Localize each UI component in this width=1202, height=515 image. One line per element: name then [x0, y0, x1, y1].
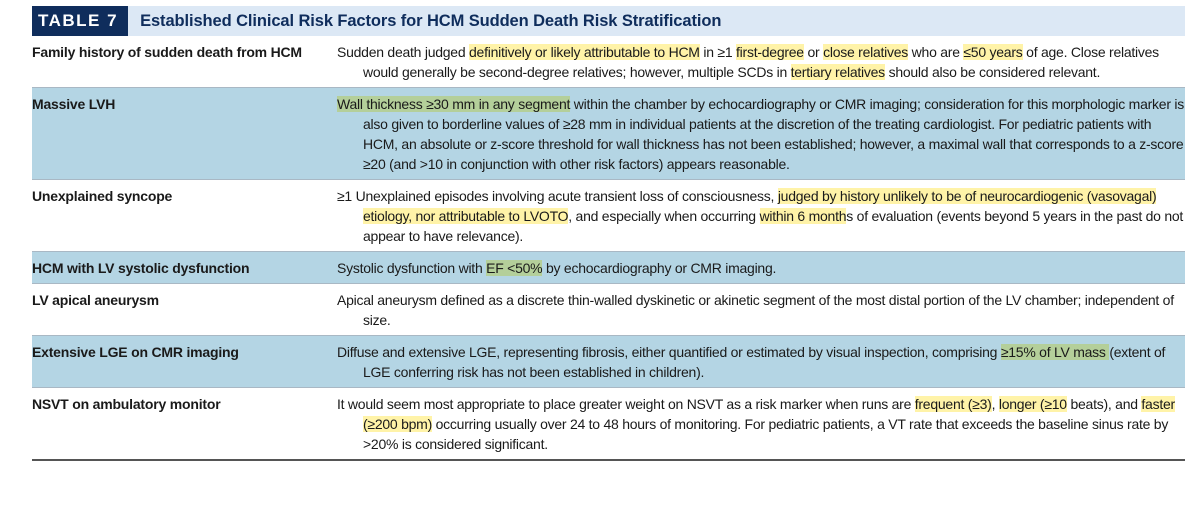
risk-factor-description — [337, 290, 1185, 330]
risk-factor-name: LV apical aneurysm — [32, 292, 159, 308]
highlighted-text: ≥15% of LV mass — [1000, 344, 1110, 360]
table-row — [32, 88, 1185, 180]
table-row — [32, 36, 1185, 88]
highlighted-text: Wall thickness ≥30 mm in any segment — [337, 96, 571, 112]
table-header — [32, 6, 1185, 36]
table-row — [32, 284, 1185, 336]
risk-factor-name: Unexplained syncope — [32, 188, 173, 204]
risk-factors-table — [32, 6, 1185, 461]
table-row — [32, 180, 1185, 252]
table-title: Established Clinical Risk Factors for HCM Sudden Death Risk Stratification — [140, 11, 722, 30]
highlighted-text: judged by history unlikely to be of neurocardiogenic (vasovagal) etiology, nor attributable to LVOTO — [363, 188, 1157, 224]
text-segment: , and especially when occurring — [568, 208, 760, 224]
highlighted-text: longer (≥10 — [998, 396, 1067, 412]
risk-factor-name: HCM with LV systolic dysfunction — [32, 260, 250, 276]
text-segment: in ≥1 — [699, 44, 737, 60]
text-segment: of age. Close relatives would generally be second-degree relatives; however, multiple SCDs in — [363, 44, 1159, 80]
table-row — [32, 388, 1185, 461]
risk-factor-description — [337, 186, 1185, 246]
text-segment: s of evaluation (events beyond 5 years in the past do not appear to have relevance). — [363, 208, 1184, 244]
risk-factor-name: Family history of sudden death from HCM — [32, 44, 302, 60]
text-segment: Systolic dysfunction with — [337, 260, 487, 276]
table-row — [32, 336, 1185, 388]
text-segment: or — [803, 44, 824, 60]
highlighted-text: ≤50 years — [963, 44, 1023, 60]
table-number: TABLE 7 — [32, 6, 128, 36]
highlighted-text: first-degree — [736, 44, 804, 60]
table-body — [32, 36, 1185, 461]
risk-factor-description — [337, 42, 1185, 82]
risk-factor-name: NSVT on ambulatory monitor — [32, 396, 221, 412]
highlighted-text: EF <50% — [486, 260, 543, 276]
text-segment: Diffuse and extensive LGE, representing fibrosis, either quantified or estimated by visual inspection, comprising — [337, 344, 1001, 360]
highlighted-text: within 6 month — [759, 208, 847, 224]
risk-factor-name: Extensive LGE on CMR imaging — [32, 344, 239, 360]
highlighted-text: tertiary relatives — [790, 64, 885, 80]
risk-factor-description — [337, 394, 1185, 454]
risk-factor-description — [337, 258, 1185, 278]
text-segment: ≥1 Unexplained episodes involving acute transient loss of consciousness, — [337, 188, 778, 204]
text-segment: (extent of LGE conferring risk has not been established in children). — [363, 344, 1166, 380]
highlighted-text: faster (≥200 bpm) — [363, 396, 1175, 432]
highlighted-text: definitively or likely attributable to HCM — [469, 44, 700, 60]
text-segment: who are — [908, 44, 964, 60]
text-segment: by echocardiography or CMR imaging. — [542, 260, 777, 276]
highlighted-text: close relatives — [823, 44, 909, 60]
text-segment: should also be considered relevant. — [884, 64, 1101, 80]
text-segment: Apical aneurysm defined as a discrete thin-walled dyskinetic or akinetic segment of the most distal portion of the LV chamber; independent of size. — [337, 292, 1174, 328]
text-segment: within the chamber by echocardiography or CMR imaging; consideration for this morphologic marker is also given to borderline values of ≥28 mm in individual patients at the discretion of the treating cardiologist. For pediatric patients with HCM, an absolute or z-score threshold for wall thickness has not been established; however, a maximal wall that corresponds to a z-score ≥20 (and >10 in conjunction with other risk factors) appears reasonable. — [363, 96, 1184, 172]
text-segment: occurring usually over 24 to 48 hours of monitoring. For pediatric patients, a VT rate that exceeds the baseline sinus rate by >20% is considered significant. — [363, 416, 1169, 452]
risk-factor-description — [337, 94, 1185, 174]
risk-factor-name: Massive LVH — [32, 96, 116, 112]
table-row — [32, 252, 1185, 284]
highlighted-text: frequent (≥3) — [914, 396, 992, 412]
text-segment: Sudden death judged — [337, 44, 470, 60]
risk-factor-description — [337, 342, 1185, 382]
text-segment: beats), and — [1066, 396, 1142, 412]
text-segment: It would seem most appropriate to place greater weight on NSVT as a risk marker when runs are — [337, 396, 915, 412]
text-segment: , — [991, 396, 999, 412]
